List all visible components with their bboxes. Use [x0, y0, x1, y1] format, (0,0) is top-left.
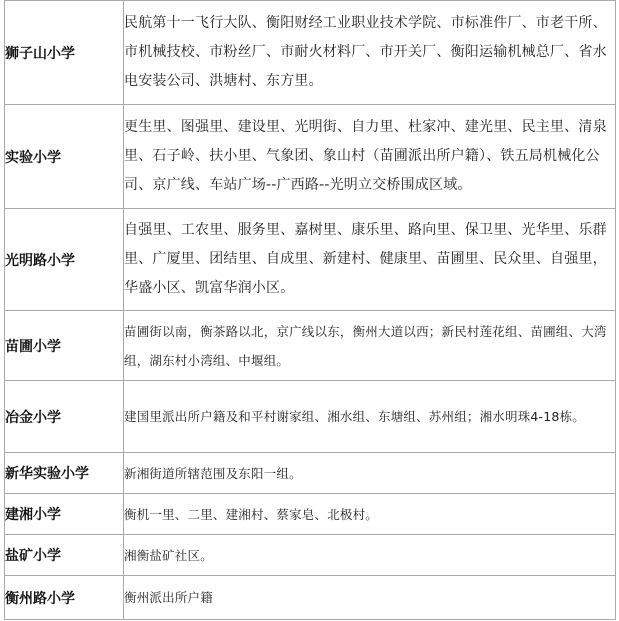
school-zone-area: 自强里、工农里、服务里、嘉树里、康乐里、路向里、保卫里、光华里、乐群里、广厦里、团结里、自成里、新建村、健康里、苗圃里、民众里、自强里，华盛小区、凯富华润小区。	[124, 209, 616, 311]
school-zone-area: 建国里派出所户籍及和平村谢家组、湘水组、东塘组、苏州组；湘水明珠4-18栋。	[124, 381, 616, 453]
school-name: 冶金小学	[5, 381, 124, 453]
school-name: 苗圃小学	[5, 311, 124, 381]
school-name: 衡州路小学	[5, 576, 124, 620]
school-name: 新华实验小学	[5, 453, 124, 494]
school-zone-area: 更生里、图强里、建设里、光明街、自力里、杜家冲、建光里、民主里、清泉里、石子岭、扶小里、气象团、象山村（苗圃派出所户籍）、铁五局机械化公司、京广线、车站广场--广西路--光明立交桥围成区域。	[124, 105, 616, 209]
school-zone-area: 衡州派出所户籍	[124, 576, 616, 620]
table-row	[5, 381, 616, 453]
school-name: 建湘小学	[5, 494, 124, 535]
school-zone-area: 苗圃街以南，衡茶路以北，京广线以东，衡州大道以西；新民村莲花组、苗圃组、大湾组，湖东村小湾组、中堰组。	[124, 311, 616, 381]
school-zone-area: 衡机一里、二里、建湘村、蔡家皂、北极村。	[124, 494, 616, 535]
school-name: 实验小学	[5, 105, 124, 209]
table-row	[5, 1, 616, 105]
table-row	[5, 535, 616, 576]
table-row	[5, 209, 616, 311]
school-zone-area: 湘衡盐矿社区。	[124, 535, 616, 576]
school-zone-area: 民航第十一飞行大队、衡阳财经工业职业技术学院、市标准件厂、市老干所、市机械技校、市粉丝厂、市耐火材料厂、市开关厂、衡阳运输机械总厂、省水电安装公司、洪塘村、东方里。	[124, 1, 616, 105]
table-row	[5, 311, 616, 381]
school-zone-area: 新湘街道所辖范围及东阳一组。	[124, 453, 616, 494]
table-row	[5, 494, 616, 535]
school-name: 盐矿小学	[5, 535, 124, 576]
school-name: 光明路小学	[5, 209, 124, 311]
school-zone-table	[4, 0, 616, 620]
table-row	[5, 453, 616, 494]
table-row	[5, 576, 616, 620]
school-name: 狮子山小学	[5, 1, 124, 105]
table-row	[5, 105, 616, 209]
